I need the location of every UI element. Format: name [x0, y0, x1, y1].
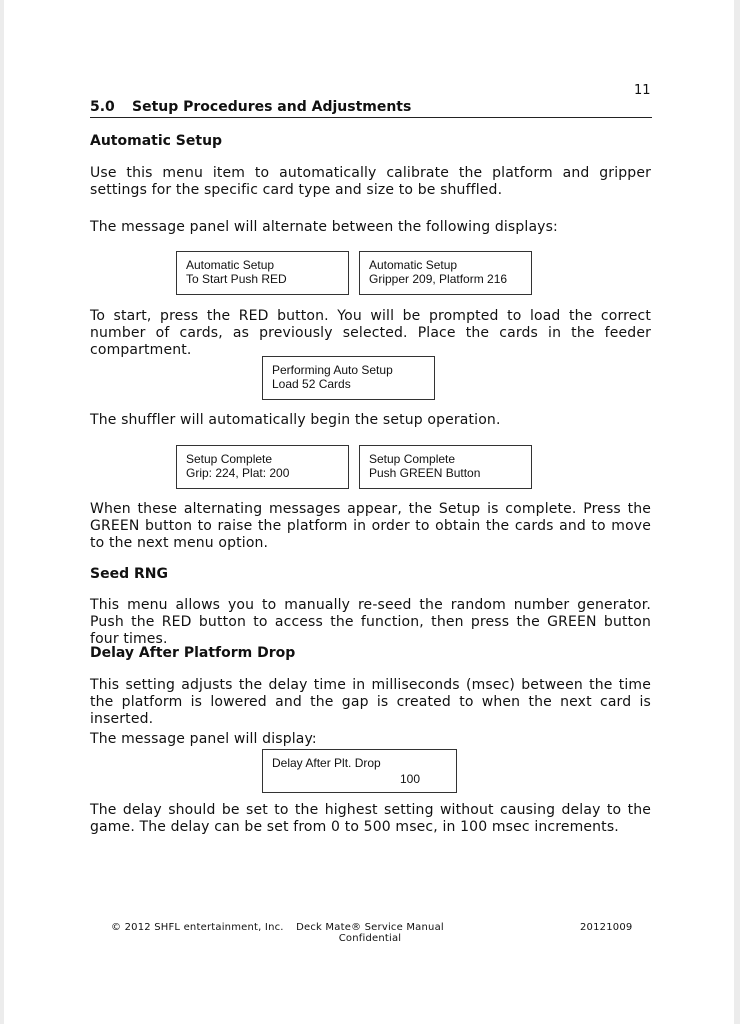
message-display-complete-green [359, 445, 532, 489]
section-number: 5.0 [90, 99, 115, 115]
message-display-performing [262, 356, 435, 400]
display-line-2: Load 52 Cards [272, 377, 351, 391]
manual-page [4, 0, 734, 1024]
display-line-2: Gripper 209, Platform 216 [369, 272, 508, 286]
message-display-gripper [359, 251, 532, 295]
seed-rng-heading: Seed RNG [90, 566, 168, 582]
delay-heading: Delay After Platform Drop [90, 645, 296, 661]
setup-complete-text: When these alternating messages appear, the Setup is complete. Press the GREEN button to raise the platform in order to obtain the cards and to move to the next menu option. [90, 501, 651, 551]
message-display-delay [262, 749, 457, 793]
display-line-2: Grip: 224, Plat: 200 [186, 466, 290, 480]
footer-confidential: Confidential [338, 933, 402, 944]
message-display-start [176, 251, 349, 295]
footer-copyright: © 2012 SHFL entertainment, Inc. [111, 922, 284, 933]
display-line-1: Automatic Setup [186, 258, 275, 272]
delay-value: 100 [399, 772, 420, 786]
delay-display-note: The message panel will display: [90, 731, 317, 747]
page-number: 11 [634, 83, 651, 98]
section-heading [90, 99, 652, 118]
automatic-setup-intro: Use this menu item to automatically calibrate the platform and gripper settings for the specific card type and size to be shuffled. [90, 165, 651, 198]
display-line-1: Setup Complete [369, 452, 456, 466]
display-line-1: Automatic Setup [369, 258, 458, 272]
display-line-1: Performing Auto Setup [272, 363, 393, 377]
display-line-1: Delay After Plt. Drop [272, 756, 381, 770]
begin-setup-text: The shuffler will automatically begin the setup operation. [90, 412, 501, 428]
delay-closing-text: The delay should be set to the highest setting without causing delay to the game. The delay can be set from 0 to 500 msec, in 100 msec increments. [90, 802, 651, 835]
display-line-2: Push GREEN Button [369, 466, 481, 480]
display-line-2: To Start Push RED [186, 272, 287, 286]
delay-description: This setting adjusts the delay time in milliseconds (msec) between the time the platform is lowered and the gap is created to when the next card is inserted. [90, 677, 651, 727]
seed-rng-text: This menu allows you to manually re-seed the random number generator. Push the RED button to access the function, then press the GREEN button four times. [90, 597, 651, 647]
message-display-complete-values [176, 445, 349, 489]
start-instructions: To start, press the RED button. You will be prompted to load the correct number of cards, as previously selected. Place the cards in the feeder compartment. [90, 308, 651, 358]
automatic-setup-heading: Automatic Setup [90, 133, 223, 149]
footer-manual-title [290, 922, 450, 944]
footer-manual-name: Deck Mate® Service Manual [296, 922, 444, 933]
alternate-note: The message panel will alternate between the following displays: [90, 219, 558, 235]
section-title: Setup Procedures and Adjustments [132, 99, 412, 115]
footer-date-code: 20121009 [580, 922, 633, 933]
display-line-1: Setup Complete [186, 452, 273, 466]
